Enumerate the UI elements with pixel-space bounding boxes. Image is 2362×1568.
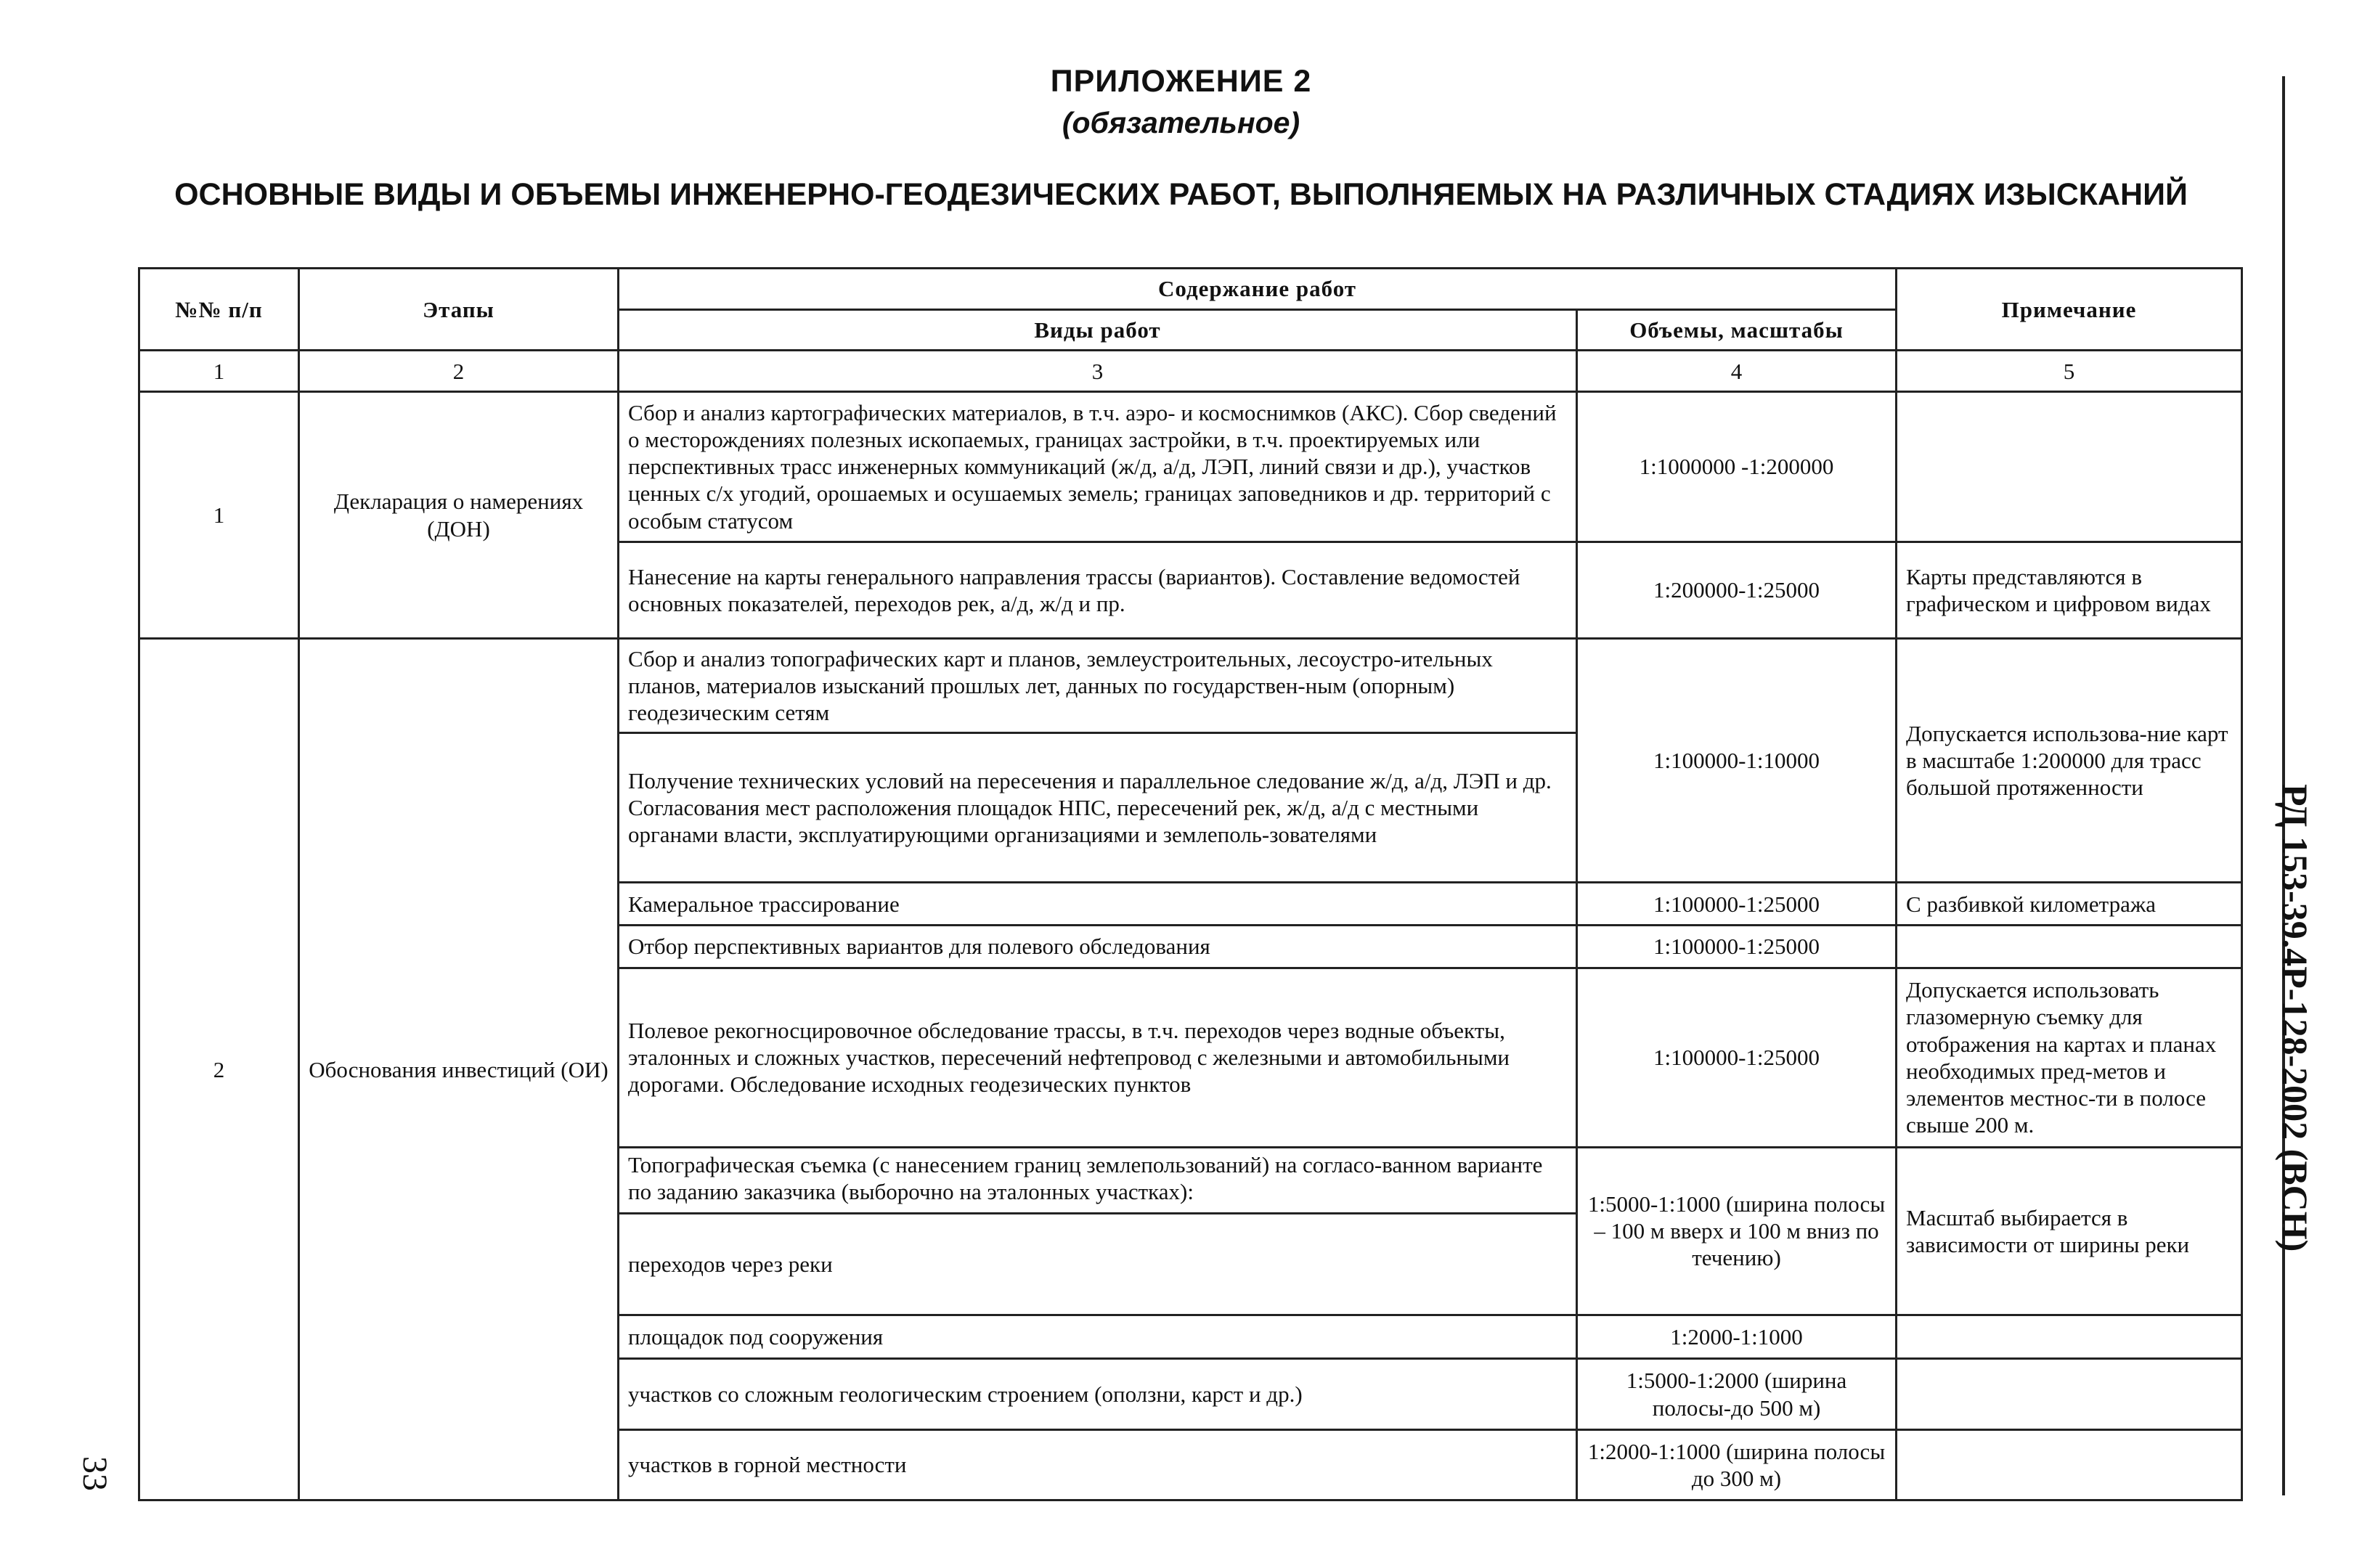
header-work-types: Виды работ: [619, 309, 1577, 351]
note-cell: [1897, 392, 2242, 542]
note-cell: Допускается использова-ние карт в масштабе 1:200000 для трасс большой протяженности: [1897, 639, 2242, 883]
scale-cell: 1:5000-1:2000 (ширина полосы-до 500 м): [1577, 1359, 1897, 1429]
col-number-5: 5: [1897, 351, 2242, 392]
scale-cell: 1:2000-1:1000: [1577, 1315, 1897, 1359]
stage-don: Декларация о намерениях (ДОН): [299, 392, 619, 639]
note-cell: [1897, 1359, 2242, 1429]
scale-cell: 1:1000000 -1:200000: [1577, 392, 1897, 542]
work-item: Сбор и анализ картографических материалов, в т.ч. аэро- и космоснимков (АКС). Сбор сведений о месторождениях полезных ископаемых, границах застройки, в т.ч. проектируемых или перспективных трасс инженерных коммуникаций (ж/д, а/д, ЛЭП, линий связи и др.), участков ценных с/х угодий, орошаемых и осушаемых земель; границах заповедников и др. территорий с особым статусом: [619, 392, 1577, 542]
work-item: Полевое рекогносцировочное обследование трассы, в т.ч. переходов через водные объекты, эталонных и сложных участков, пересечений нефтепровод с железными и автомобильными дорогами. Обследование исходных геодезических пунктов: [619, 968, 1577, 1147]
work-item: Отбор перспективных вариантов для полевого обследования: [619, 926, 1577, 968]
work-item: участков в горной местности: [619, 1429, 1577, 1500]
work-item: Топографическая съемка (с нанесением границ землепользований) на согласо-ванном варианте по заданию заказчика (выборочно на эталонных участках):: [619, 1147, 1577, 1213]
work-item: площадок под сооружения: [619, 1315, 1577, 1359]
works-table: [138, 267, 2243, 1501]
note-cell: Допускается использовать глазомерную съемку для отображения на картах и планах необходимых пред-метов и элементов местнос-ти в полосе свыше 200 м.: [1897, 968, 2242, 1147]
note-cell: [1897, 926, 2242, 968]
work-item: участков со сложным геологическим строением (оползни, карст и др.): [619, 1359, 1577, 1429]
note-cell: Карты представляются в графическом и цифровом видах: [1897, 542, 2242, 639]
col-number-2: 2: [299, 351, 619, 392]
note-cell: [1897, 1429, 2242, 1500]
scale-cell: 1:2000-1:1000 (ширина полосы до 300 м): [1577, 1429, 1897, 1500]
scale-cell: 1:200000-1:25000: [1577, 542, 1897, 639]
note-cell: Масштаб выбирается в зависимости от ширины реки: [1897, 1147, 2242, 1315]
row-number-1: 1: [139, 392, 299, 639]
scale-cell: 1:100000-1:25000: [1577, 926, 1897, 968]
col-number-3: 3: [619, 351, 1577, 392]
note-cell: С разбивкой километража: [1897, 883, 2242, 926]
page-number: 33: [76, 1456, 114, 1491]
col-number-1: 1: [139, 351, 299, 392]
note-cell: [1897, 1315, 2242, 1359]
header-note: Примечание: [1897, 269, 2242, 351]
col-number-4: 4: [1577, 351, 1897, 392]
work-item: Нанесение на карты генерального направления трассы (вариантов). Составление ведомостей основных показателей, переходов рек, а/д, ж/д и пр.: [619, 542, 1577, 639]
scale-cell: 1:100000-1:10000: [1577, 639, 1897, 883]
work-item: переходов через реки: [619, 1214, 1577, 1315]
appendix-heading: ПРИЛОЖЕНИЕ 2: [1050, 64, 1312, 99]
document-title: ОСНОВНЫЕ ВИДЫ И ОБЪЕМЫ ИНЖЕНЕРНО-ГЕОДЕЗИЧЕСКИХ РАБОТ, ВЫПОЛНЯЕМЫХ НА РАЗЛИЧНЫХ СТАДИЯХ ИЗЫСКАНИЙ: [174, 177, 2188, 212]
stage-oi: Обоснования инвестиций (ОИ): [299, 639, 619, 1500]
header-content: Содержание работ: [619, 269, 1897, 310]
row-number-2: 2: [139, 639, 299, 1500]
mandatory-subheading: (обязательное): [1062, 106, 1300, 139]
scale-cell: 1:5000-1:1000 (ширина полосы – 100 м вверх и 100 м вниз по течению): [1577, 1147, 1897, 1315]
work-item: Сбор и анализ топографических карт и планов, землеустроительных, лесоустро-ительных планов, материалов изысканий прошлых лет, данных по государствен-ным (опорным) геодезическим сетям: [619, 639, 1577, 733]
header-stages: Этапы: [299, 269, 619, 351]
scale-cell: 1:100000-1:25000: [1577, 883, 1897, 926]
work-item: Камеральное трассирование: [619, 883, 1577, 926]
scale-cell: 1:100000-1:25000: [1577, 968, 1897, 1147]
document-code: РД 153-39.4Р-128-2002 (ВСН): [2275, 784, 2316, 1252]
work-item: Получение технических условий на пересечения и параллельное следование ж/д, а/д, ЛЭП и др. Согласования мест расположения площадок НПС, пересечений рек, ж/д, а/д с местными органами власти, эксплуатирующими организациями и землеполь-зователями: [619, 732, 1577, 883]
header-num: №№ п/п: [139, 269, 299, 351]
header-volumes: Объемы, масштабы: [1577, 309, 1897, 351]
